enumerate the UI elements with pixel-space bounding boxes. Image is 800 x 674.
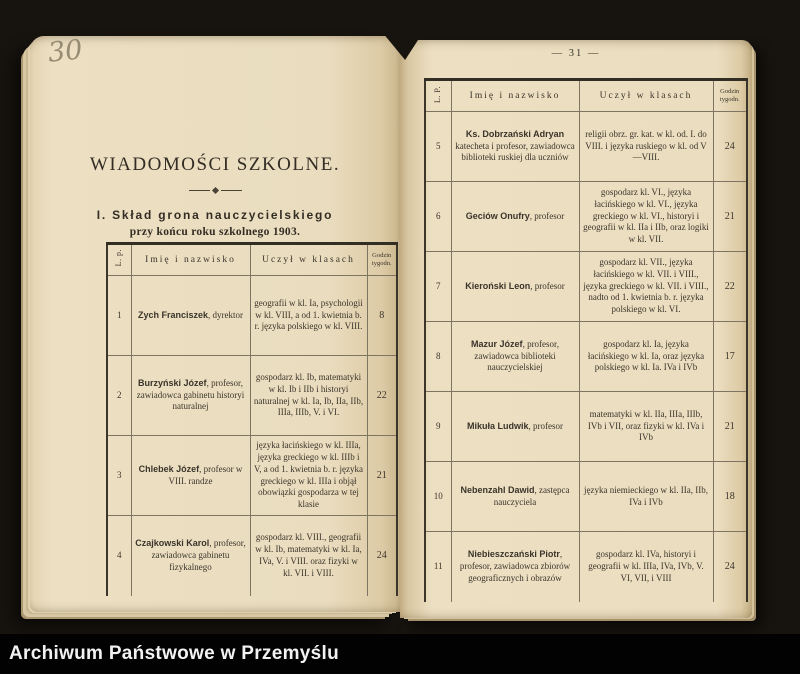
table-row [107, 436, 397, 516]
classes-taught-cell: gospodarz kl. VI., języka łacińskiego w kl. VI., języka greckiego w kl. VI., historyi i geografii w kl. IIa i IIb, oraz logiki w kl. VII. [579, 182, 713, 252]
teacher-name: Ks. Dobrzański Adryan [465, 128, 565, 139]
divider-line-icon [221, 190, 242, 191]
header-hours [713, 80, 747, 112]
weekly-hours-cell: 24 [713, 532, 747, 602]
teacher-role: , profesor, zawiadowca gabinetu fizykalnego [151, 537, 246, 572]
table-row [107, 276, 397, 356]
table-row [425, 322, 747, 392]
teacher-role: , profesor, zawiadowca zbiorów geograficznych i obrazów [459, 548, 571, 583]
teacher-name-cell [131, 436, 250, 516]
archive-watermark-label: Archiwum Państwowe w Przemyślu [9, 643, 339, 664]
header-lp [425, 80, 451, 112]
weekly-hours-cell: 24 [713, 112, 747, 182]
section-subheading: przy końcu roku szkolnego 1903. [129, 226, 301, 238]
teacher-name-cell [131, 356, 250, 436]
page-title: WIADOMOŚCI SZKOLNE. [89, 154, 341, 175]
teacher-roster-table-left [106, 242, 398, 596]
title-divider-ornament [30, 188, 400, 193]
header-name: Imię i nazwisko [131, 244, 250, 276]
teacher-name-cell [451, 322, 579, 392]
weekly-hours-cell: 17 [713, 322, 747, 392]
table-row [425, 182, 747, 252]
classes-taught-cell: matematyki w kl. IIa, IIIa, IIIb, IVb i VII, oraz fizyki w kl. IVa i IVb [579, 392, 713, 462]
row-number: 2 [107, 356, 131, 436]
table-row [107, 516, 397, 596]
teacher-role: , profesor, zawiadowca gabinetu historyi naturalnej [136, 377, 245, 412]
row-number: 6 [425, 182, 451, 252]
weekly-hours-cell: 22 [367, 356, 397, 436]
row-number: 1 [107, 276, 131, 356]
teacher-name: Zych Franciszek [137, 309, 209, 320]
header-lp [107, 244, 131, 276]
table-row [425, 112, 747, 182]
table-row [107, 356, 397, 436]
classes-taught-cell: języka łacińskiego w kl. IIIa, języka greckiego w kl. IIIb i V, a od 1. kwietnia b. r. języka greckiego w kl. IIIa i objął obowiązki gospodarza w tej klasie [250, 436, 367, 516]
header-lp-label: L. p. [113, 249, 123, 267]
row-number: 5 [425, 112, 451, 182]
weekly-hours-cell: 24 [367, 516, 397, 596]
table-row [425, 392, 747, 462]
archive-watermark-bar [0, 634, 800, 674]
table-body [425, 112, 747, 602]
weekly-hours-cell: 21 [713, 392, 747, 462]
table-row [425, 532, 747, 602]
row-number: 10 [425, 462, 451, 532]
teacher-role: , profesor [528, 420, 563, 431]
teacher-name-cell [451, 532, 579, 602]
table-header [425, 80, 747, 112]
header-hours-line2: tygodn. [371, 260, 392, 267]
teacher-name: Niebieszczański Piotr [467, 548, 560, 559]
teacher-role: , zastępca nauczyciela [493, 484, 570, 507]
row-number: 8 [425, 322, 451, 392]
header-classes: Uczył w klasach [579, 80, 713, 112]
teacher-name-cell [451, 182, 579, 252]
classes-taught-cell: gospodarz kl. Ib, matematyki w kl. Ib i IIb i historyi naturalnej w kl. Ia, Ib, IIa, IIb, IIIa, IIIb, V. i VI. [250, 356, 367, 436]
left-page [30, 36, 400, 612]
classes-taught-cell: religii obrz. gr. kat. w kl. od. I. do VIII. i języka ruskiego w kl. od V—VIII. [579, 112, 713, 182]
header-hours-line1: Godzin [372, 251, 392, 259]
weekly-hours-cell: 21 [713, 182, 747, 252]
weekly-hours-cell: 8 [367, 276, 397, 356]
teacher-name-cell [451, 252, 579, 322]
row-number: 4 [107, 516, 131, 596]
divider-diamond-icon [211, 187, 218, 194]
table-row [425, 252, 747, 322]
classes-taught-cell: gospodarz kl. Ia, języka łacińskiego w kl. Ia, oraz języka polskiego w kl. Ia. IVa i IVb [579, 322, 713, 392]
table-row [425, 462, 747, 532]
table-body [107, 276, 397, 596]
teacher-name-cell [451, 462, 579, 532]
teacher-name: Nebenzahl Dawid [460, 484, 535, 495]
teacher-name: Mazur Józef [471, 338, 523, 349]
teacher-name: Burzyński Józef [138, 377, 207, 388]
classes-taught-cell: gospodarz kl. IVa, historyi i geografii w kl. IIIa, IVa, IVb, V. VI, VII, i VIII [579, 532, 713, 602]
teacher-roster-table-right [424, 78, 748, 602]
pencil-page-note: 30 [46, 34, 84, 69]
weekly-hours-cell: 22 [713, 252, 747, 322]
section-heading: I. Skład grona nauczycielskiego [96, 208, 334, 222]
right-page [400, 40, 752, 618]
teacher-name-cell [131, 516, 250, 596]
table-header [107, 244, 397, 276]
row-number: 3 [107, 436, 131, 516]
teacher-name: Chlebek Józef [138, 463, 200, 474]
page-number: — 31 — [551, 48, 601, 59]
header-lp-label: L. P. [432, 85, 442, 103]
teacher-name-cell [451, 392, 579, 462]
teacher-role: , profesor w VIII. randze [168, 463, 243, 486]
teacher-role: katecheta i profesor, zawiadowca biblioteki ruskiej dla uczniów [455, 140, 575, 163]
teacher-name: Czajkowski Karol [135, 537, 210, 548]
classes-taught-cell: języka niemieckiego w kl. IIa, IIb, IVa i IVb [579, 462, 713, 532]
teacher-role: , profesor, zawiadowca biblioteki nauczycielskiej [474, 338, 559, 373]
weekly-hours-cell: 21 [367, 436, 397, 516]
row-number: 7 [425, 252, 451, 322]
classes-taught-cell: gospodarz kl. VII., języka łacińskiego w kl. VII. i VIII., języka greckiego w kl. VII. i VIII., nadto od 1. kwietnia b. r. języka polskiego w kl. VI. [579, 252, 713, 322]
header-classes: Uczył w klasach [250, 244, 367, 276]
row-number: 9 [425, 392, 451, 462]
header-name: Imię i nazwisko [451, 80, 579, 112]
header-hours [367, 244, 397, 276]
classes-taught-cell: geografii w kl. Ia, psychologii w kl. VIII, a od 1. kwietnia b. r. języka polskiego w kl. VIII. [250, 276, 367, 356]
teacher-role: , dyrektor [208, 309, 244, 320]
header-hours-line1: Godzin [720, 87, 740, 95]
teacher-name: Geciów Onufry [465, 210, 530, 221]
teacher-name-cell [451, 112, 579, 182]
row-number: 11 [425, 532, 451, 602]
teacher-role: , profesor [530, 280, 565, 291]
header-hours-line2: tygodn. [719, 96, 740, 103]
teacher-name: Mikuła Ludwik [466, 420, 529, 431]
classes-taught-cell: gospodarz kl. VIII., geografii w kl. Ib, matematyki w kl. Ia, IVa, V. i VIII. oraz fizyki w kl. VII. i VIII. [250, 516, 367, 596]
teacher-name: Kieroński Leon [465, 280, 531, 291]
teacher-role: , profesor [529, 210, 565, 221]
teacher-name-cell [131, 276, 250, 356]
divider-line-icon [189, 190, 210, 191]
weekly-hours-cell: 18 [713, 462, 747, 532]
